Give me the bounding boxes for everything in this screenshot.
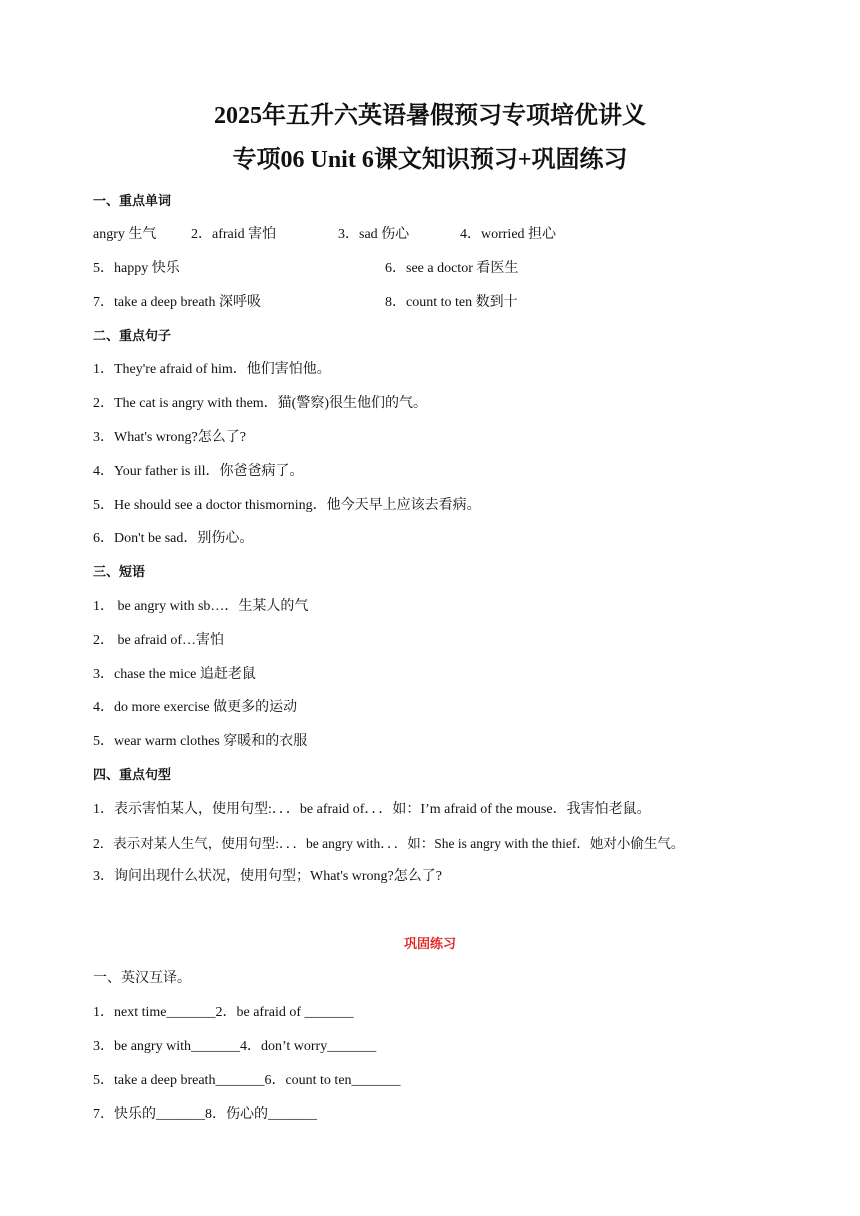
- vocab-item: 4．worried 担心: [460, 227, 557, 242]
- phrase-item: 3．chase the mice 追赶老鼠: [93, 667, 256, 682]
- sentence-item: 1．They're afraid of him．他们害怕他。: [93, 362, 331, 377]
- vocab-item: 8．count to ten 数到十: [385, 295, 518, 310]
- pattern-item: 3．询问出现什么状况，使用句型；What's wrong?怎么了?: [93, 869, 442, 884]
- sentence-item: 4．Your father is ill．你爸爸病了。: [93, 464, 304, 479]
- section-heading-phrases: 三、短语: [93, 565, 146, 580]
- pattern-item: 2．表示对某人生气，使用句型:．．．be angry with．．．如：She is angry with the thief．她对小偷生气。: [93, 836, 685, 851]
- section-heading-sentences: 二、重点句子: [93, 329, 172, 344]
- section-heading-patterns: 四、重点句型: [93, 768, 172, 783]
- phrase-item: 2． be afraid of…害怕: [93, 633, 225, 648]
- practice-heading: 一、英汉互译。: [93, 971, 191, 986]
- document-subtitle: 专项06 Unit 6课文知识预习+巩固练习: [232, 147, 628, 173]
- vocab-item: 6．see a doctor 看医生: [385, 261, 519, 276]
- vocab-item: 2．afraid 害怕: [191, 227, 277, 242]
- phrase-item: 1． be angry with sb…．生某人的气: [93, 599, 309, 614]
- exercise-item: 1．next time_______2．be afraid of _______: [93, 1005, 354, 1020]
- exercise-item: 7．快乐的_______8．伤心的_______: [93, 1107, 317, 1122]
- vocab-item: 5．happy 快乐: [93, 261, 180, 276]
- sentence-item: 2．The cat is angry with them．猫(警察)很生他们的气。: [93, 396, 428, 411]
- sentence-item: 5．He should see a doctor thismorning．他今天早上应该去看病。: [93, 498, 481, 513]
- section-heading-vocab: 一、重点单词: [93, 194, 172, 209]
- vocab-item: 3．sad 伤心: [338, 227, 410, 242]
- exercise-item: 5．take a deep breath_______6．count to ten_______: [93, 1073, 401, 1088]
- vocab-item: 7．take a deep breath 深呼吸: [93, 295, 261, 310]
- phrase-item: 5．wear warm clothes 穿暖和的衣服: [93, 734, 308, 749]
- pattern-item: 1．表示害怕某人，使用句型:．．．be afraid of．．．如：I’m afraid of the mouse．我害怕老鼠。: [93, 802, 651, 817]
- phrase-item: 4．do more exercise 做更多的运动: [93, 700, 298, 715]
- vocab-item: angry 生气: [93, 227, 157, 242]
- sentence-item: 6．Don't be sad．别伤心。: [93, 531, 254, 546]
- sentence-item: 3．What's wrong?怎么了?: [93, 430, 246, 445]
- document-title: 2025年五升六英语暑假预习专项培优讲义: [214, 103, 646, 129]
- exercise-item: 3．be angry with_______4．don’t worry_______: [93, 1039, 377, 1054]
- practice-title: 巩固练习: [403, 937, 456, 952]
